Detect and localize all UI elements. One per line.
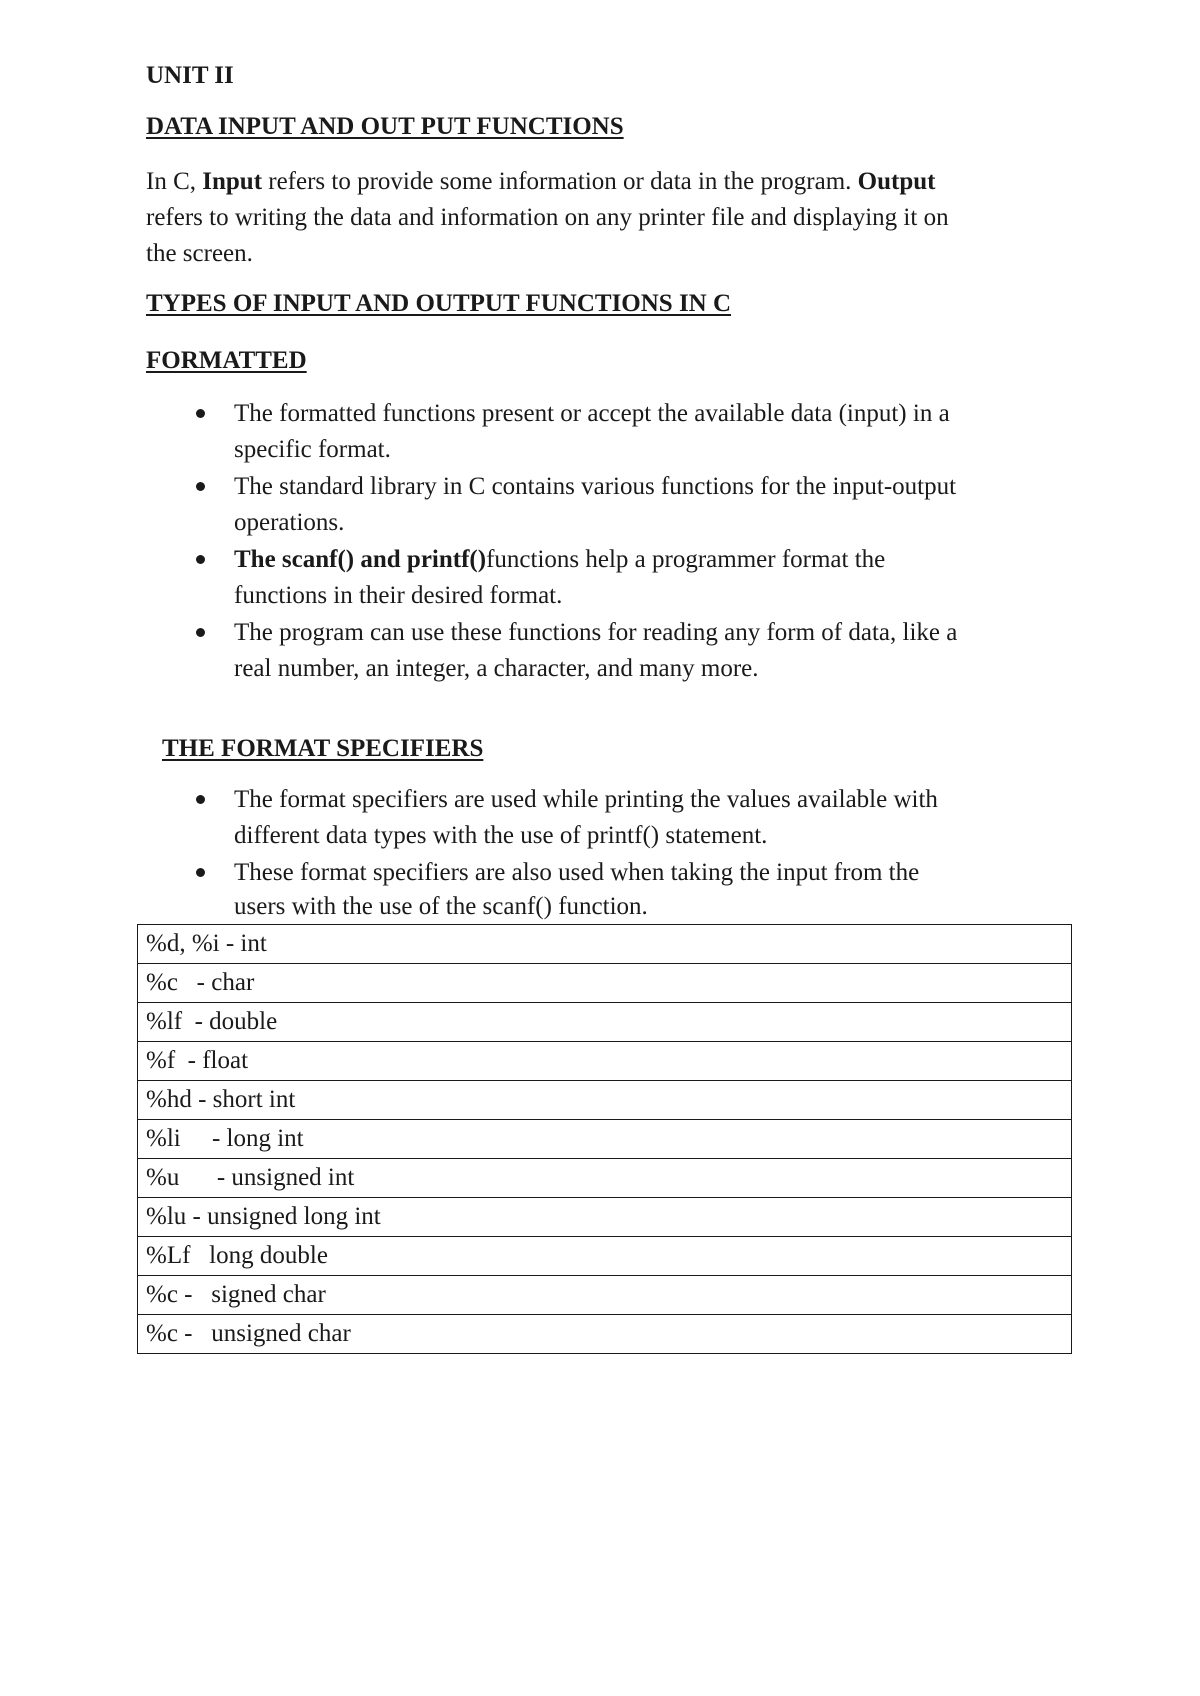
- intro-line-1: [146, 164, 935, 200]
- intro-line-2: refers to writing the data and information on any printer file and displaying it on: [146, 204, 949, 231]
- bullet-icon: [196, 868, 205, 877]
- formatted-heading: FORMATTED: [146, 347, 307, 374]
- bullet-icon: [196, 628, 205, 637]
- intro-text-a: In C,: [146, 168, 203, 195]
- formatted-bullet-2-line-1: The standard library in C contains various functions for the input-output: [234, 473, 957, 500]
- table-row: [138, 1237, 1072, 1276]
- table-cell: %c - signed char: [138, 1276, 1072, 1315]
- bullet-icon: [196, 795, 205, 804]
- page-title: DATA INPUT AND OUT PUT FUNCTIONS: [146, 113, 624, 140]
- formatted-bullet-4-line-1: The program can use these functions for reading any form of data, like a: [234, 619, 958, 646]
- table-row: [138, 1120, 1072, 1159]
- table-cell: %lu - unsigned long int: [138, 1198, 1072, 1237]
- table-row: [138, 1003, 1072, 1042]
- types-heading: TYPES OF INPUT AND OUTPUT FUNCTIONS IN C: [146, 290, 732, 317]
- specifier-bullet-2-line-1: These format specifiers are also used when taking the input from the: [234, 859, 920, 886]
- table-cell: %li - long int: [138, 1120, 1072, 1159]
- format-specifier-table: [137, 924, 1072, 1354]
- table-cell: %c - char: [138, 964, 1072, 1003]
- formatted-bullet-1-line-2: specific format.: [234, 436, 391, 463]
- formatted-bullet-2-line-2: operations.: [234, 509, 345, 536]
- table-cell: %f - float: [138, 1042, 1072, 1081]
- table-row: [138, 1315, 1072, 1354]
- table-cell: %d, %i - int: [138, 925, 1072, 964]
- format-specifiers-heading: THE FORMAT SPECIFIERS: [162, 735, 484, 762]
- table-row: [138, 1159, 1072, 1198]
- formatted-bullet-1-line-1: The formatted functions present or accept the available data (input) in a: [234, 400, 950, 427]
- formatted-bullet-4-line-2: real number, an integer, a character, and many more.: [234, 655, 759, 682]
- table-row: [138, 1276, 1072, 1315]
- bullet-icon: [196, 555, 205, 564]
- specifier-bullet-1-line-1: The format specifiers are used while printing the values available with: [234, 786, 938, 813]
- output-term: Output: [857, 168, 936, 195]
- formatted-bullet-3-line-1: [234, 542, 885, 578]
- table-row: [138, 1198, 1072, 1237]
- table-cell: %c - unsigned char: [138, 1315, 1072, 1354]
- intro-text-b: refers to provide some information or data in the program.: [262, 168, 858, 195]
- table-cell: %lf - double: [138, 1003, 1072, 1042]
- scanf-printf-term: The scanf() and printf(): [234, 546, 487, 573]
- specifier-bullet-1-line-2: different data types with the use of printf() statement.: [234, 822, 768, 849]
- table-row: [138, 964, 1072, 1003]
- table-row: [138, 1081, 1072, 1120]
- table-cell: %u - unsigned int: [138, 1159, 1072, 1198]
- table-cell: %Lf long double: [138, 1237, 1072, 1276]
- input-term: Input: [202, 168, 263, 195]
- unit-label: UNIT II: [146, 62, 234, 89]
- table-cell: %hd - short int: [138, 1081, 1072, 1120]
- bullet-icon: [196, 482, 205, 491]
- bullet-icon: [196, 409, 205, 418]
- table-row: [138, 925, 1072, 964]
- bullet-3-rest: functions help a programmer format the: [486, 546, 886, 573]
- intro-line-3: the screen.: [146, 240, 253, 267]
- table-row: [138, 1042, 1072, 1081]
- formatted-bullet-3-line-2: functions in their desired format.: [234, 582, 563, 609]
- specifier-bullet-2-line-2: users with the use of the scanf() function.: [234, 893, 648, 920]
